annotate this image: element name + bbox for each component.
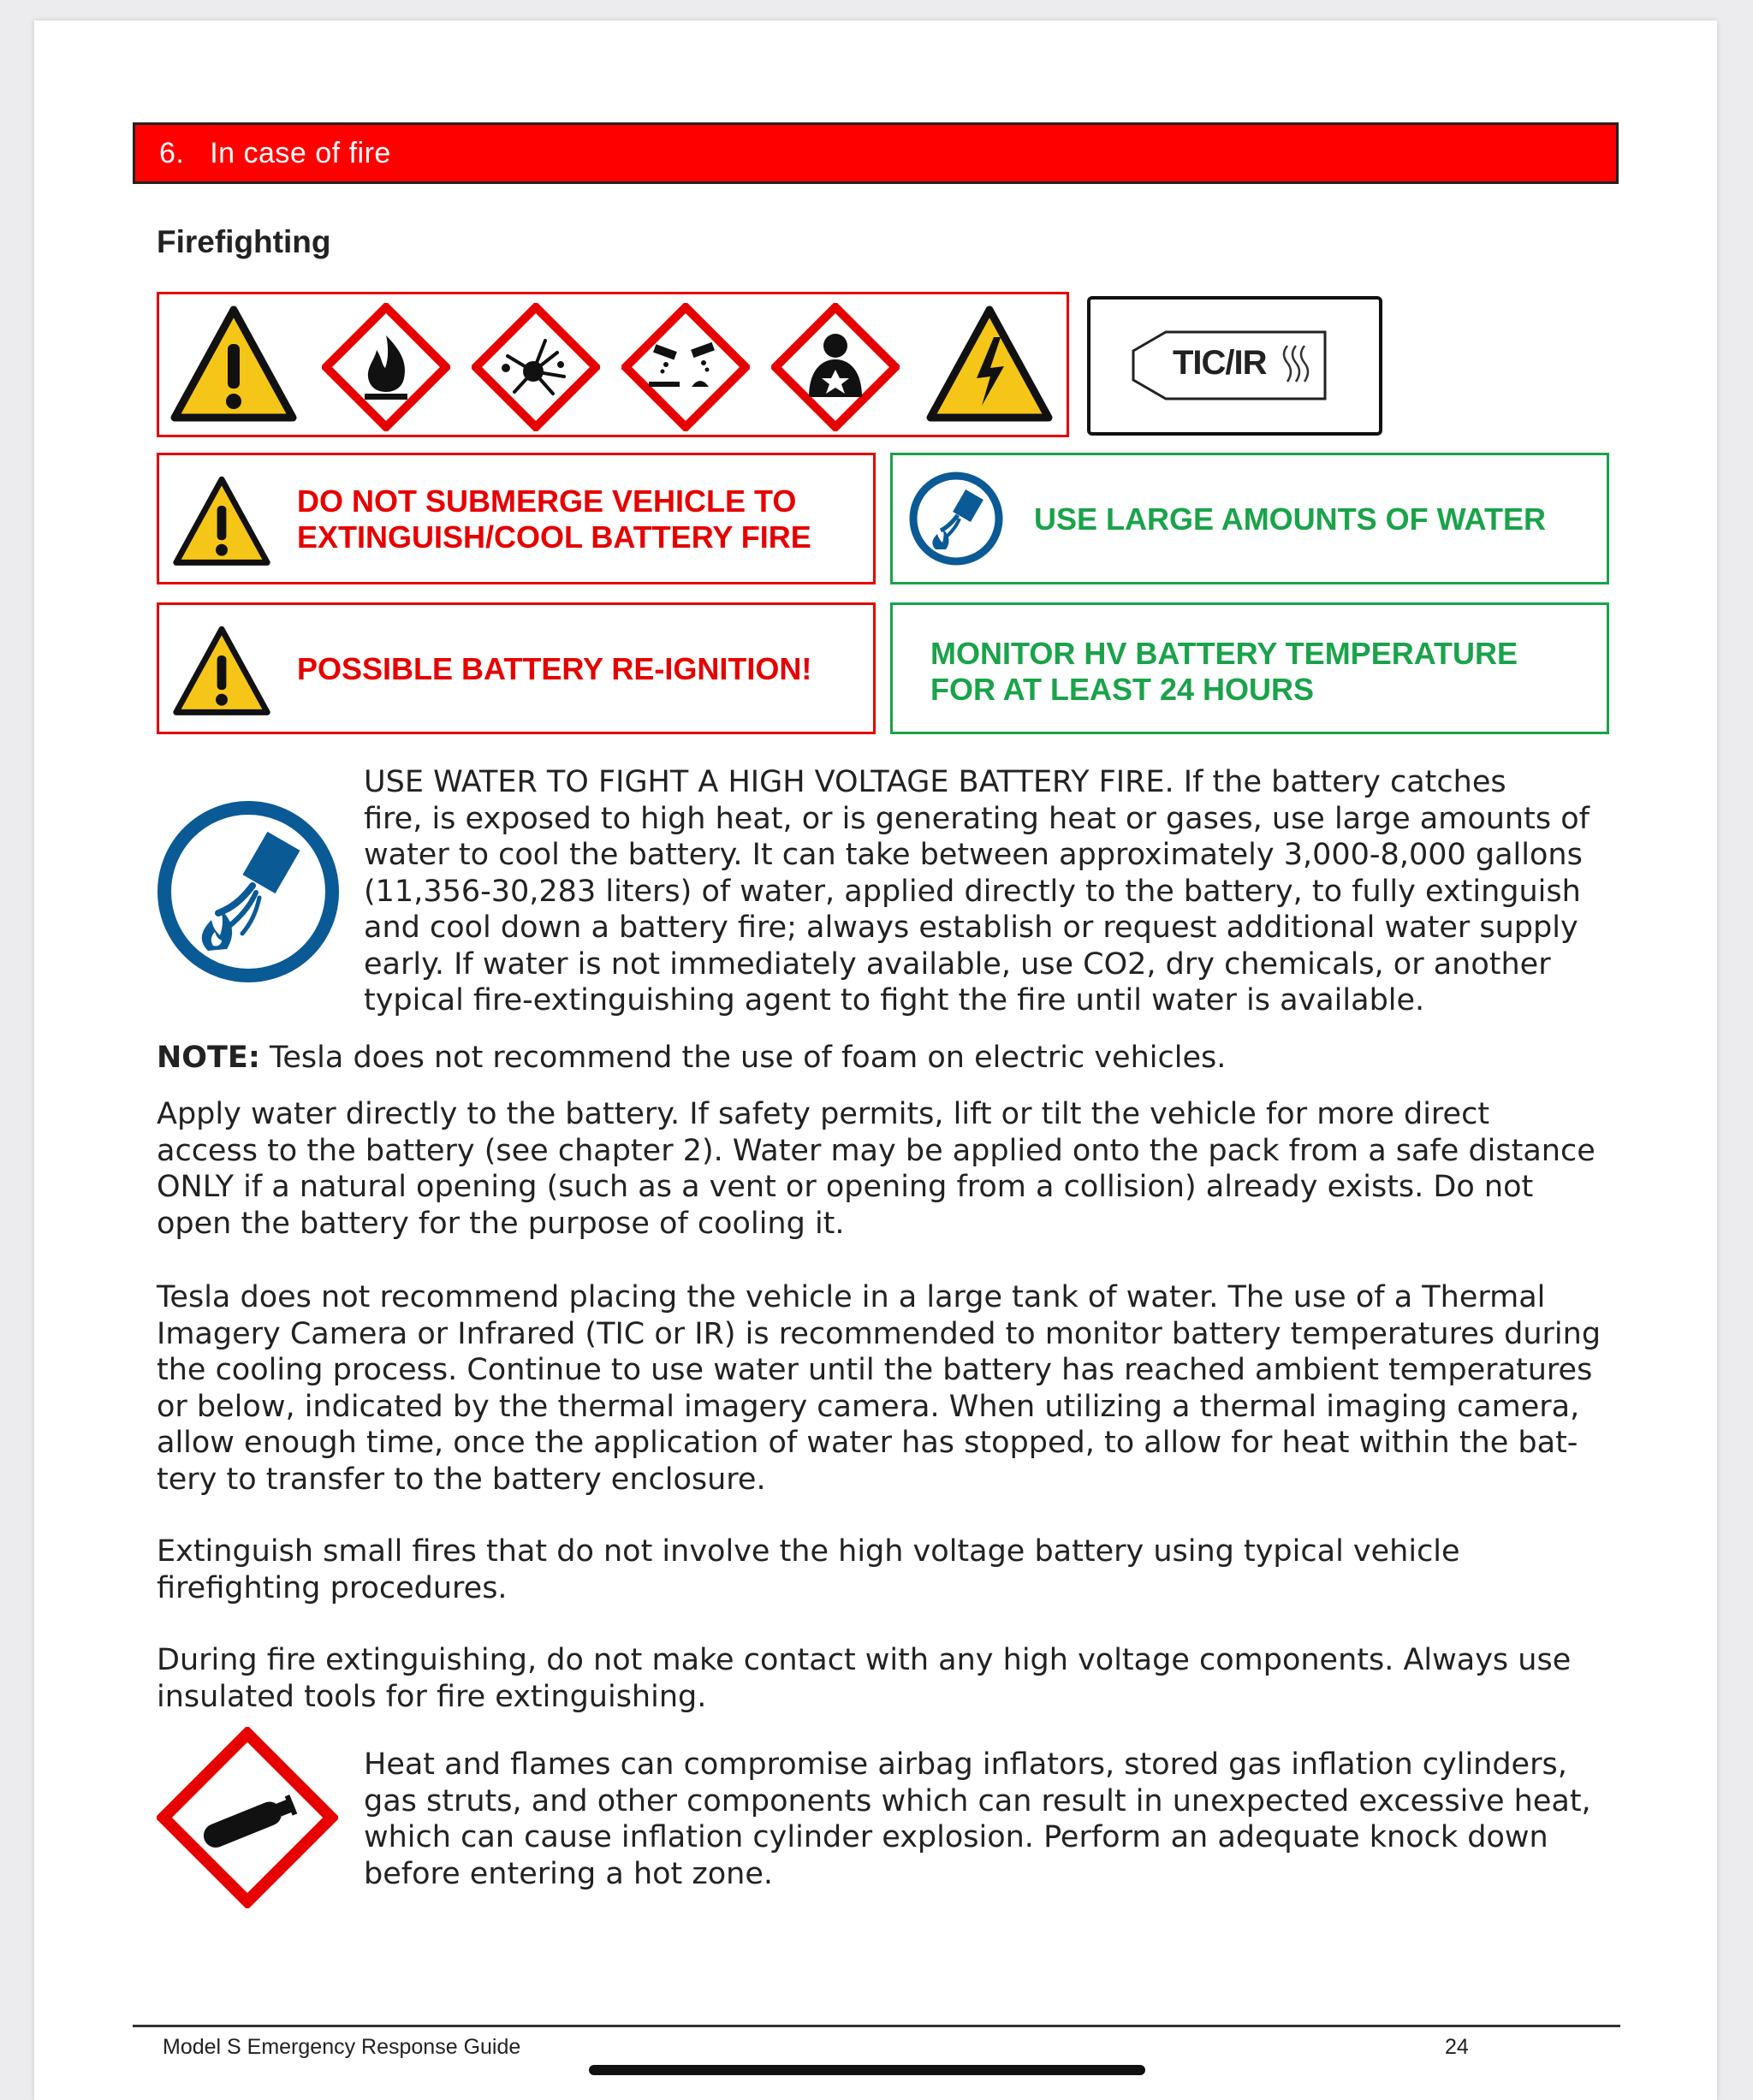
text-line: USE WATER TO FIGHT A HIGH VOLTAGE BATTERY FIRE. If the battery catches <box>364 765 1506 799</box>
text-line: early. If water is not immediately available, use CO2, dry chemicals, or another <box>364 946 1551 982</box>
warning-reignition <box>157 602 876 734</box>
warning-reignition-text: POSSIBLE BATTERY RE-IGNITION! <box>297 651 812 686</box>
corrosive-icon <box>621 303 750 431</box>
water-paragraph <box>364 764 1590 1019</box>
text-line: ONLY if a natural opening (such as a vent or opening from a collision) already exists. Do not <box>157 1170 1534 1204</box>
flammable-icon <box>322 303 450 431</box>
text-line: access to the battery (see chapter 2). Water may be applied onto the pack from a safe distance <box>157 1133 1596 1168</box>
tic-ir-box <box>1087 296 1382 436</box>
apply-water-paragraph <box>157 1096 1596 1242</box>
section-number: 6. <box>159 137 185 169</box>
text-line: Tesla does not recommend placing the vehicle in a large tank of water. The use of a Thermal <box>157 1280 1546 1314</box>
text-line: (11,356-30,283 liters) of water, applied directly to the battery, to fully extinguish <box>364 874 1581 909</box>
text-line: water to cool the battery. It can take between approximately 3,000-8,000 gallons <box>364 838 1583 872</box>
warning-no-submerge <box>157 453 876 584</box>
gas-cylinder-icon <box>157 1727 338 1908</box>
warning-no-submerge-text <box>297 483 811 555</box>
text-line: gas struts, and other components which can result in unexpected excessive heat, <box>364 1783 1591 1818</box>
note-label: NOTE: <box>157 1041 260 1075</box>
water-bucket-mandatory-icon <box>157 800 340 983</box>
text-line: Heat and flames can compromise airbag inflators, stored gas inflation cylinders, <box>364 1747 1567 1782</box>
text-line: typical fire-extinguishing agent to fight the fire until water is available. <box>364 983 1425 1017</box>
text-line: During fire extinguishing, do not make contact with any high voltage components. Always use <box>157 1643 1572 1677</box>
text-line: tery to transfer to the battery enclosure. <box>157 1462 766 1497</box>
section-header-bar <box>133 122 1619 184</box>
text-line: open the battery for the purpose of cooling it. <box>157 1206 845 1241</box>
instruction-use-water-text: USE LARGE AMOUNTS OF WATER <box>1034 501 1546 537</box>
water-bucket-icon <box>908 471 1004 567</box>
text-line: Apply water directly to the battery. If safety permits, lift or tilt the vehicle for more direct <box>157 1097 1490 1131</box>
footer-divider <box>133 2025 1620 2027</box>
warning-line: EXTINGUISH/COOL BATTERY FIRE <box>297 519 811 555</box>
text-line: the cooling process. Continue to use water until the battery has reached ambient temperatures <box>157 1353 1593 1387</box>
text-line: which can cause inflation cylinder explosion. Perform an adequate knock down <box>364 1820 1548 1854</box>
explosive-icon <box>472 303 600 431</box>
instruction-monitor-temperature <box>890 602 1609 734</box>
home-indicator[interactable] <box>589 2065 1145 2075</box>
subheading-firefighting: Firefighting <box>157 224 331 259</box>
high-voltage-icon <box>925 303 1054 423</box>
text-line: fire, is exposed to high heat, or is generating heat or gases, use large amounts of <box>364 801 1590 836</box>
text-line: or below, indicated by the thermal imagery camera. When utilizing a thermal imaging camera, <box>157 1389 1580 1424</box>
exclamation-warning-icon <box>169 303 298 423</box>
section-title: In case of fire <box>210 137 391 169</box>
footer-guide-title: Model S Emergency Response Guide <box>163 2035 521 2059</box>
note-paragraph <box>157 1040 1226 1077</box>
instruction-line: FOR AT LEAST 24 HOURS <box>930 672 1315 707</box>
tank-paragraph <box>157 1279 1601 1498</box>
warning-line: DO NOT SUBMERGE VEHICLE TO <box>297 483 797 519</box>
instruction-line: MONITOR HV BATTERY TEMPERATURE <box>930 636 1518 671</box>
text-line: Imagery Camera or Infrared (TIC or IR) is recommended to monitor battery temperatures during <box>157 1316 1601 1351</box>
exclamation-warning-icon <box>171 474 272 567</box>
instruction-use-water <box>890 453 1609 584</box>
health-hazard-icon <box>771 303 900 431</box>
note-text: Tesla does not recommend the use of foam on electric vehicles. <box>259 1041 1227 1075</box>
text-line: Extinguish small fires that do not involve the high voltage battery using typical vehicle <box>157 1534 1460 1569</box>
text-line: allow enough time, once the application of water has stopped, to allow for heat within the bat- <box>157 1426 1578 1460</box>
footer-page-number: 24 <box>1445 2035 1469 2059</box>
small-fires-paragraph <box>157 1533 1460 1606</box>
exclamation-warning-icon <box>171 624 272 716</box>
text-line: before entering a hot zone. <box>364 1856 774 1891</box>
hazard-pictogram-row <box>157 292 1069 437</box>
text-line: insulated tools for fire extinguishing. <box>157 1679 707 1714</box>
instruction-monitor-temperature-text <box>930 636 1518 708</box>
no-contact-paragraph <box>157 1642 1571 1715</box>
tic-ir-label: TIC/IR <box>1173 344 1267 382</box>
text-line: and cool down a battery fire; always establish or request additional water supply <box>364 911 1578 945</box>
text-line: firefighting procedures. <box>157 1570 508 1605</box>
heat-flames-paragraph <box>364 1747 1591 1892</box>
